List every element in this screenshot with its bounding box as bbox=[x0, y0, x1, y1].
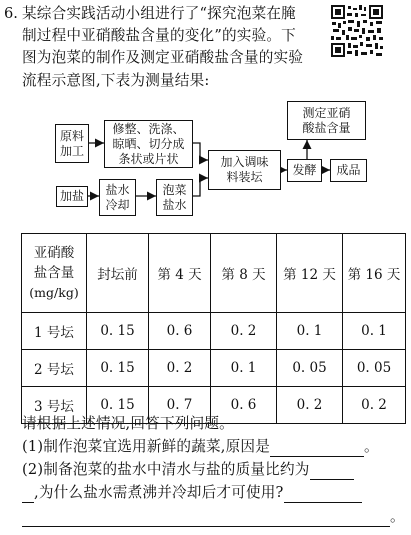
add-salt-box: 加盐 bbox=[56, 186, 88, 207]
table-cell: 0. 15 bbox=[87, 313, 149, 350]
measure-nitrite-box: 测定亚硝 酸盐含量 bbox=[287, 101, 366, 140]
pickle-brine-box: 泡菜 盐水 bbox=[156, 179, 193, 216]
prompt-text: 请根据上述情况,回答下列问题。 bbox=[22, 415, 234, 432]
table-row bbox=[22, 350, 406, 387]
nitrite-table bbox=[21, 233, 406, 424]
sub-question-2-line-1: (2)制备泡菜的盐水中清水与盐的质量比约为 bbox=[22, 460, 354, 480]
table-cell: 0. 2 bbox=[149, 350, 211, 387]
raw-material-box: 原料 加工 bbox=[55, 124, 89, 163]
sub-question-1: (1)制作泡菜宜选用新鲜的蔬菜,原因是 。 bbox=[22, 438, 379, 455]
sub-question-2-line-2: ,为什么盐水需煮沸并冷却后才可使用? bbox=[22, 483, 362, 503]
season-load-box: 加入调味 料装坛 bbox=[208, 150, 281, 190]
row-label: 1 号坛 bbox=[22, 313, 87, 350]
table-cell: 0. 2 bbox=[277, 387, 343, 424]
table-column-header: 封坛前 bbox=[87, 234, 149, 313]
table-column-header: 第 4 天 bbox=[149, 234, 211, 313]
table-column-header: 第 8 天 bbox=[211, 234, 277, 313]
intro-line-1: 某综合实践活动小组进行了“探究泡菜在腌 bbox=[22, 5, 296, 22]
intro-line-3: 图为泡菜的制作及测定亚硝酸盐含量的实验 bbox=[22, 49, 304, 66]
table-cell: 0. 6 bbox=[211, 387, 277, 424]
table-column-header: 第 12 天 bbox=[277, 234, 343, 313]
brine-cool-box: 盐水 冷却 bbox=[99, 179, 136, 216]
row-label: 2 号坛 bbox=[22, 350, 87, 387]
question-number: 6. bbox=[4, 5, 18, 22]
table-cell: 0. 15 bbox=[87, 350, 149, 387]
intro-line-2: 制过程中亚硝酸盐含量的变化”的实验。下 bbox=[22, 27, 296, 44]
table-cell: 0. 1 bbox=[277, 313, 343, 350]
product-box: 成品 bbox=[330, 159, 367, 182]
answer-blank-2b[interactable] bbox=[22, 486, 34, 503]
table-cell: 0. 6 bbox=[149, 313, 211, 350]
table-row bbox=[22, 313, 406, 350]
answer-blank-1[interactable] bbox=[270, 440, 364, 457]
ferment-box: 发酵 bbox=[287, 159, 322, 182]
table-cell: 0. 15 bbox=[87, 387, 149, 424]
table-cell: 0. 7 bbox=[149, 387, 211, 424]
table-cell: 0. 1 bbox=[343, 313, 406, 350]
row-label: 3 号坛 bbox=[22, 387, 87, 424]
answer-blank-2d[interactable] bbox=[22, 510, 390, 527]
table-header-row bbox=[22, 234, 406, 313]
sub-question-2-line-3: 。 bbox=[22, 507, 405, 527]
table-header-label: 亚硝酸 盐含量 (mg/kg) bbox=[22, 234, 87, 313]
table-cell: 0. 2 bbox=[211, 313, 277, 350]
table-cell: 0. 05 bbox=[343, 350, 406, 387]
process-box: 修整、洗涤、 晾晒、切分成 条状或片状 bbox=[104, 120, 193, 168]
answer-blank-2c[interactable] bbox=[284, 486, 362, 503]
table-cell: 0. 05 bbox=[277, 350, 343, 387]
answer-blank-2a[interactable] bbox=[310, 463, 354, 480]
intro-line-4: 流程示意图,下表为测量结果: bbox=[22, 72, 210, 89]
table-column-header: 第 16 天 bbox=[343, 234, 406, 313]
table-cell: 0. 1 bbox=[211, 350, 277, 387]
table-cell: 0. 2 bbox=[343, 387, 406, 424]
